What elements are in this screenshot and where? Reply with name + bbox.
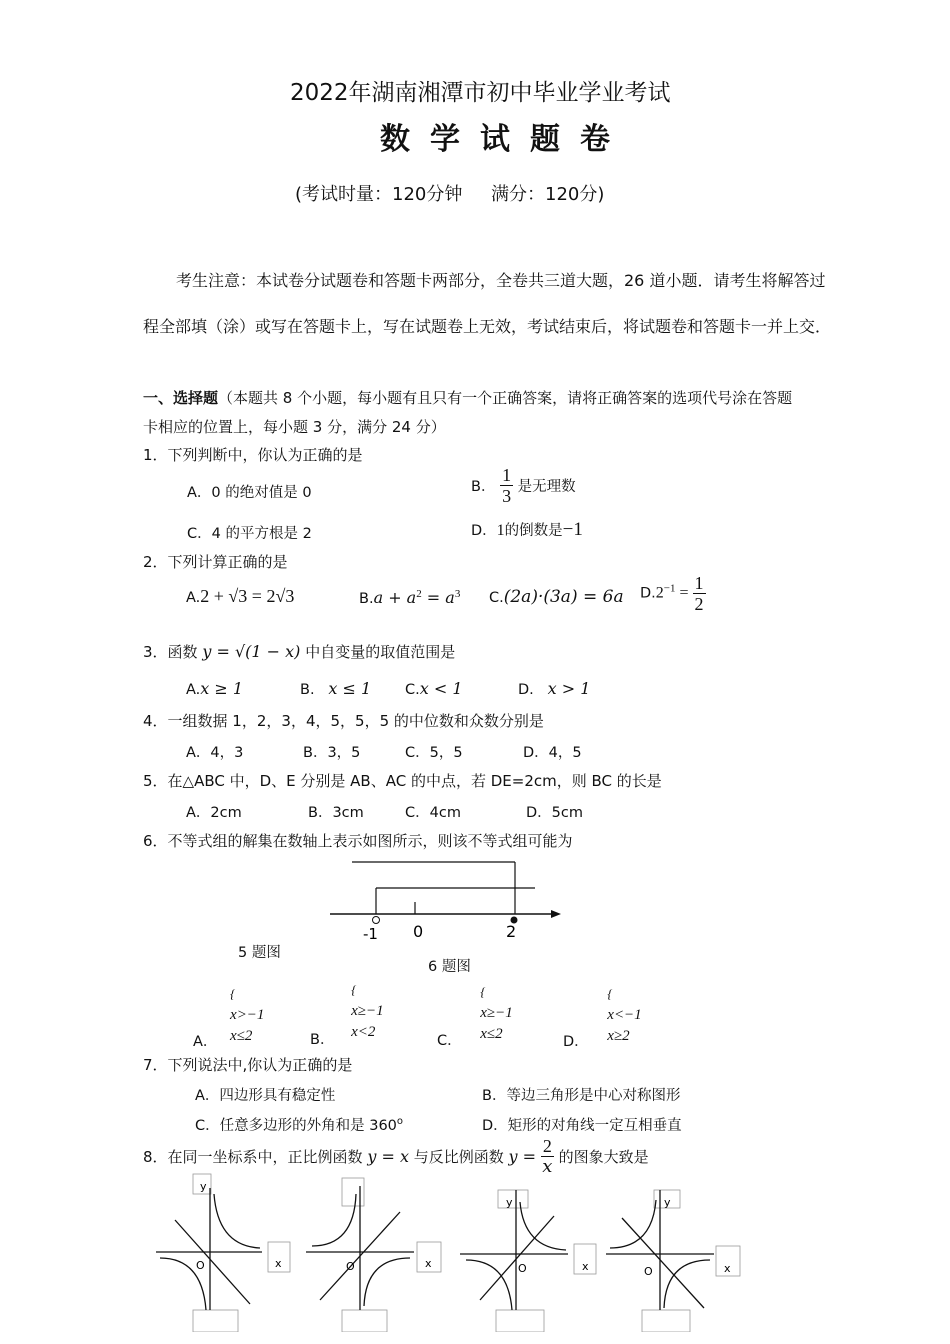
q7-option-d[interactable]: D．矩形的对角线一定互相垂直: [482, 1118, 682, 1134]
q6-c-system: [480, 983, 513, 1044]
x-label: x: [582, 1260, 589, 1273]
q3-a-label: A.: [186, 682, 201, 698]
y-label: y: [506, 1196, 513, 1209]
q6-a-system: [230, 985, 264, 1046]
q8-stem-expr1: y = x: [367, 1147, 409, 1166]
q1-option-c[interactable]: C．4 的平方根是 2: [187, 526, 312, 542]
q6-option-b[interactable]: [310, 981, 384, 1049]
q5-option-c[interactable]: C．4cm: [405, 805, 461, 821]
axis-arrow: [551, 910, 561, 918]
q6-b-bot: x<2: [351, 1023, 376, 1040]
q3-stem-suffix: 中自变量的取值范围是: [305, 643, 456, 661]
q2-option-a[interactable]: [186, 586, 294, 607]
q8-graph-a[interactable]: [150, 1172, 295, 1332]
notice-line-1: 考生注意：本试卷分试题卷和答题卡两部分，全卷共三道大题，26 道小题．请考生将解答过: [176, 271, 826, 290]
section-heading: [143, 387, 792, 408]
q6-a-label: A．: [193, 1034, 218, 1051]
q6-c-bot: x≤2: [480, 1025, 503, 1042]
q4-stem: 4．一组数据 1，2，3，4，5，5，5 的中位数和众数分别是: [143, 712, 544, 730]
q6-b-label: B．: [310, 1032, 335, 1049]
q3-option-c[interactable]: [405, 679, 463, 698]
axis-label-minus-one: -1: [363, 925, 378, 943]
q7-stem: 7．下列说法中,你认为正确的是: [143, 1056, 353, 1074]
hyperbola-q2: [312, 1194, 356, 1246]
q1-d-label: D．: [471, 523, 497, 539]
q3-a-expr: x ≥ 1: [200, 679, 244, 698]
origin-label: O: [346, 1260, 355, 1273]
q8-graph-b[interactable]: [302, 1172, 447, 1332]
origin-label: O: [196, 1259, 205, 1272]
q2-c-label: C.: [489, 590, 504, 606]
q3-stem-prefix: 3．函数: [143, 643, 198, 661]
fig5-caption: 5 题图: [238, 945, 281, 961]
x-label: x: [275, 1257, 282, 1270]
q8-stem-prefix: 8．在同一坐标系中，正比例函数: [143, 1148, 363, 1166]
q1-d-one: 1: [496, 522, 505, 539]
exam-info: (考试时量：120分钟 满分：120分): [295, 184, 605, 205]
q7-option-c[interactable]: [195, 1114, 403, 1135]
q6-b-brace: {: [351, 982, 357, 997]
q1-d-value: −1: [562, 519, 583, 540]
q1-b-text: 是无理数: [517, 479, 576, 495]
q2-c-expr: (2a)·(3a) = 6a: [503, 587, 624, 607]
notice-line-2: 程全部填（涂）或写在答题卡上，写在试题卷上无效，考试结束后，将试题卷和答题卡一并上交．: [143, 317, 832, 336]
q6-a-top: x>−1: [230, 1007, 265, 1024]
q8-stem-mid: 与反比例函数: [413, 1148, 504, 1166]
q8-stem-fraction: [541, 1137, 554, 1176]
hyperbola-q4: [364, 1258, 410, 1306]
q5-option-b[interactable]: B．3cm: [308, 805, 364, 821]
q2-d-eq: =: [675, 584, 693, 602]
q5-stem: 5．在△ABC 中，D、E 分别是 AB、AC 的中点，若 DE=2cm，则 BC 的长是: [143, 772, 662, 790]
q8-graph-d[interactable]: [602, 1172, 747, 1332]
q2-b-exp1: 2: [416, 588, 422, 601]
q2-a-expr: 2 + √3 = 2√3: [200, 586, 295, 606]
axis-label-zero: 0: [413, 922, 424, 941]
q1-b-fraction: [500, 466, 513, 505]
q2-d-label: D.: [640, 585, 656, 602]
bottom-box: [193, 1310, 238, 1332]
q1-stem: 1．下列判断中，你认为正确的是: [143, 446, 363, 464]
q7-option-a[interactable]: A．四边形具有稳定性: [195, 1088, 336, 1104]
q3-c-expr: x < 1: [419, 679, 463, 698]
q7-c-text: C．任意多边形的外角和是 360: [195, 1118, 397, 1134]
q1-option-a[interactable]: A．0 的绝对值是 0: [187, 485, 312, 501]
q2-d-fraction: [693, 574, 706, 613]
q6-b-top: x≥−1: [351, 1003, 384, 1020]
q6-a-brace: {: [230, 986, 236, 1001]
q8-stem: [143, 1137, 649, 1176]
q3-option-b[interactable]: [300, 679, 371, 698]
q2-a-label: A.: [186, 590, 201, 606]
q6-c-top: x≥−1: [480, 1005, 513, 1022]
fig6-caption: 6 题图: [428, 959, 471, 975]
bottom-box: [342, 1310, 387, 1332]
q4-option-d[interactable]: D．4，5: [523, 745, 582, 761]
q1-b-label: B．: [471, 479, 496, 495]
q3-option-d[interactable]: [518, 679, 590, 698]
q8-stem-num: 2: [542, 1136, 552, 1156]
q6-option-a[interactable]: [193, 985, 265, 1051]
q2-b-eq: = a: [421, 588, 455, 607]
y-label-box: [498, 1190, 528, 1208]
y-label: y: [664, 1196, 671, 1209]
q5-option-a[interactable]: A．2cm: [186, 805, 242, 821]
q6-option-d[interactable]: [563, 985, 642, 1051]
q1-option-d[interactable]: [471, 519, 583, 541]
q3-b-label: B.: [300, 682, 315, 698]
paper-subtitle: 数学试题卷: [380, 122, 630, 157]
q6-d-label: D．: [563, 1034, 589, 1051]
q8-stem-suffix: 的图象大致是: [558, 1148, 649, 1166]
q1-d-text: 的倒数是: [504, 523, 563, 539]
q6-stem: 6．不等式组的解集在数轴上表示如图所示，则该不等式组可能为: [143, 832, 573, 850]
y-label-box: [342, 1178, 364, 1206]
axis-label-two: 2: [506, 922, 517, 941]
q2-d-den: 2: [694, 594, 704, 614]
q3-d-label: D.: [518, 682, 534, 698]
q2-option-d[interactable]: [640, 574, 706, 613]
q3-c-label: C.: [405, 682, 420, 698]
q2-d-exp: −1: [663, 582, 676, 595]
hyperbola-q2: [610, 1200, 656, 1248]
x-label: x: [724, 1262, 731, 1275]
q7-option-b[interactable]: B．等边三角形是中心对称图形: [482, 1088, 681, 1104]
q4-option-c[interactable]: C．5，5: [405, 745, 463, 761]
q6-d-top: x<−1: [607, 1007, 642, 1024]
hyperbola-q3: [466, 1260, 512, 1310]
q6-option-c[interactable]: [437, 983, 513, 1050]
origin-label: O: [518, 1262, 527, 1275]
q6-d-brace: {: [607, 986, 613, 1001]
q2-b-expr: a + a: [373, 588, 417, 607]
q2-option-b[interactable]: [359, 588, 460, 607]
q8-stem-y: y =: [508, 1147, 537, 1166]
q8-stem-den: x: [542, 1156, 553, 1177]
open-point-minus-one: [373, 917, 380, 924]
q8-graph-c[interactable]: [456, 1172, 601, 1332]
line-y-x: [480, 1216, 554, 1300]
q6-b-system: [351, 981, 384, 1042]
bottom-box: [642, 1310, 690, 1332]
q6-a-bot: x≤2: [230, 1027, 253, 1044]
q6-c-brace: {: [480, 984, 486, 999]
q5-option-d[interactable]: D．5cm: [526, 805, 583, 821]
y-label: y: [200, 1180, 207, 1193]
q6-d-bot: x≥2: [607, 1027, 630, 1044]
bottom-box: [496, 1310, 544, 1332]
q2-d-num: 1: [694, 573, 704, 593]
x-label: x: [425, 1257, 432, 1270]
section-desc-2: 卡相应的位置上，每小题 3 分，满分 24 分）: [143, 418, 446, 436]
hyperbola-q1: [214, 1194, 260, 1248]
line-y-neg-x: [175, 1220, 250, 1304]
q2-b-exp2: 3: [454, 588, 461, 601]
hyperbola-q1: [520, 1202, 566, 1250]
q1-b-den: 3: [502, 486, 512, 506]
q3-stem-expr: y = √(1 − x): [202, 642, 301, 661]
section-title: 一、选择题: [143, 389, 219, 407]
q2-d-base: 2: [655, 584, 664, 602]
origin-label: O: [644, 1265, 653, 1278]
q6-c-label: C．: [437, 1033, 462, 1050]
q3-option-a[interactable]: [186, 679, 243, 698]
q3-stem: [143, 641, 455, 662]
q4-option-a[interactable]: A．4，3: [186, 745, 244, 761]
exam-title: 2022年湖南湘潭市初中毕业学业考试: [290, 80, 671, 106]
q4-option-b[interactable]: B．3，5: [303, 745, 361, 761]
q6-d-system: [607, 985, 641, 1046]
q1-option-b[interactable]: [471, 466, 576, 505]
section-desc-1: （本题共 8 个小题，每小题有且只有一个正确答案，请将正确答案的选项代号涂在答题: [218, 389, 793, 407]
q2-b-label: B.: [359, 591, 374, 607]
q7-c-degree: o: [396, 1116, 404, 1128]
q2-option-c[interactable]: [489, 587, 624, 607]
hyperbola-q4: [664, 1260, 710, 1308]
number-line-figure: [325, 856, 570, 946]
q1-b-num: 1: [502, 465, 512, 485]
q3-d-expr: x > 1: [547, 679, 591, 698]
q2-stem: 2．下列计算正确的是: [143, 553, 288, 571]
q3-b-expr: x ≤ 1: [328, 679, 372, 698]
